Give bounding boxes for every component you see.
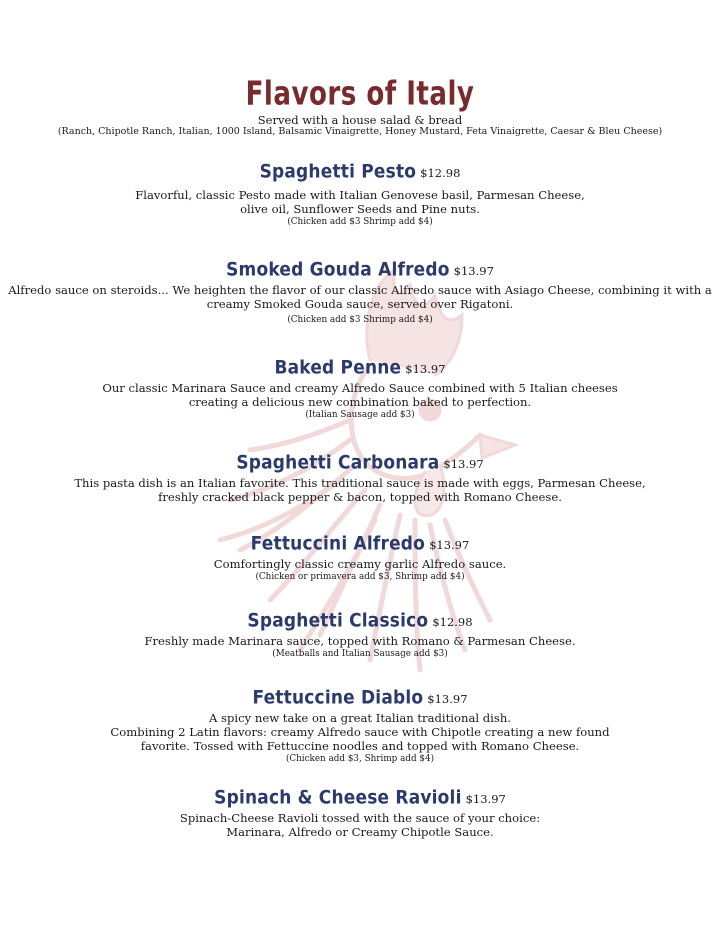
item-addon: (Meatballs and Italian Sausage add $3)	[272, 649, 448, 659]
item-description: Comfortingly classic creamy garlic Alfredo sauce.	[213, 557, 507, 571]
item-name: Spinach & Cheese Ravioli	[214, 786, 462, 810]
item-addon: (Chicken add $3, Shrimp add $4)	[285, 754, 435, 764]
item-description: Combining 2 Latin flavors: creamy Alfredo sauce with Chipotle creating a new found	[110, 725, 610, 739]
item-price: $13.97	[429, 538, 470, 552]
item-name: Spaghetti Pesto	[259, 160, 417, 184]
dressing-options: (Ranch, Chipotle Ranch, Italian, 1000 Island, Balsamic Vinaigrette, Honey Mustard, Feta Vinaigrette, Caesar & Bleu Cheese)	[57, 126, 663, 137]
menu-item	[0, 356, 720, 421]
item-addon: (Chicken add $3 Shrimp add $4)	[287, 217, 433, 227]
item-name: Smoked Gouda Alfredo	[226, 258, 450, 282]
item-description: Our classic Marinara Sauce and creamy Alfredo Sauce combined with 5 Italian cheeses	[102, 381, 618, 395]
item-name: Spaghetti Carbonara	[236, 451, 440, 475]
item-name: Fettuccine Diablo	[252, 686, 424, 710]
item-addon: (Chicken add $3 Shrimp add $4)	[287, 315, 433, 325]
item-description: olive oil, Sunflower Seeds and Pine nuts.	[240, 202, 480, 216]
item-name: Spaghetti Classico	[247, 609, 429, 633]
item-description: This pasta dish is an Italian favorite. This traditional sauce is made with eggs, Parmesan Cheese,	[74, 476, 646, 490]
item-price: $12.98	[420, 166, 461, 180]
item-addon: (Italian Sausage add $3)	[305, 410, 415, 420]
item-addon: (Chicken or primavera add $3, Shrimp add $4)	[255, 572, 465, 582]
menu-item	[0, 258, 720, 326]
menu-title: Flavors of Italy	[245, 73, 475, 113]
item-price: $13.97	[465, 792, 506, 806]
item-description: favorite. Tossed with Fettuccine noodles and topped with Romano Cheese.	[140, 739, 580, 753]
menu-item	[0, 609, 720, 660]
menu-item	[0, 160, 720, 228]
item-description: A spicy new take on a great Italian traditional dish.	[209, 711, 511, 725]
item-price: $13.97	[453, 264, 494, 278]
menu-subtitle: Served with a house salad & bread	[257, 113, 463, 127]
item-description: creating a delicious new combination baked to perfection.	[188, 395, 532, 409]
item-name: Baked Penne	[274, 356, 402, 380]
item-price: $13.97	[443, 457, 484, 471]
item-description: Marinara, Alfredo or Creamy Chipotle Sauce.	[226, 825, 494, 839]
menu-item	[0, 686, 720, 765]
menu-item	[0, 532, 720, 583]
item-description: Flavorful, classic Pesto made with Italian Genovese basil, Parmesan Cheese,	[135, 188, 585, 202]
item-description: creamy Smoked Gouda sauce, served over Rigatoni.	[206, 297, 514, 311]
item-price: $13.97	[427, 692, 468, 706]
item-description: freshly cracked black pepper & bacon, topped with Romano Cheese.	[158, 490, 562, 504]
menu-item	[0, 451, 720, 504]
item-description: Alfredo sauce on steroids... We heighten the flavor of our classic Alfredo sauce with Asiago Cheese, combining it with a	[8, 283, 712, 297]
item-name: Fettuccini Alfredo	[250, 532, 426, 556]
item-price: $12.98	[432, 615, 473, 629]
item-description: Freshly made Marinara sauce, topped with Romano & Parmesan Cheese.	[144, 634, 576, 648]
menu-item	[0, 786, 720, 839]
item-price: $13.97	[405, 362, 446, 376]
item-description: Spinach-Cheese Ravioli tossed with the sauce of your choice:	[179, 811, 541, 825]
